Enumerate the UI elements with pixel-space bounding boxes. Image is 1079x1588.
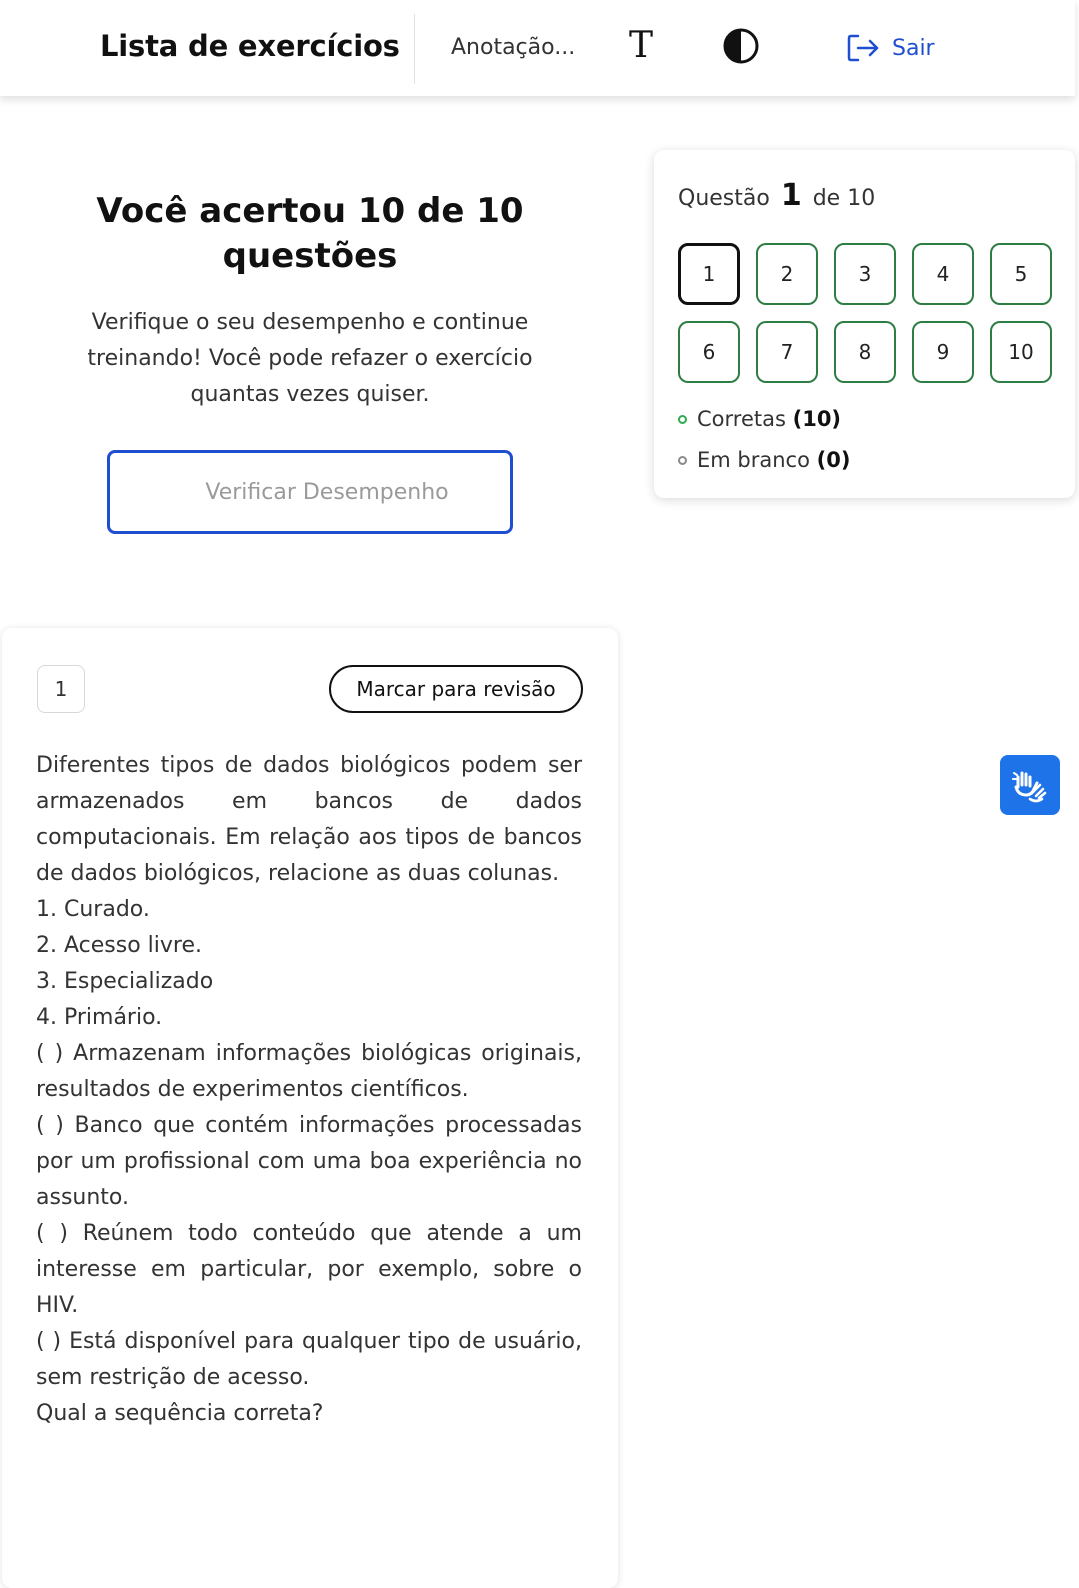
question-button-3[interactable]: 3 (834, 243, 896, 305)
question-card (2, 628, 618, 1588)
question-button-9[interactable]: 9 (912, 321, 974, 383)
question-paragraph: Diferentes tipos de dados biológicos podem ser armazenados em bancos de dados computacionais. Em relação aos tipos de bancos de dados biológicos, relacione as duas colunas. (36, 753, 582, 886)
question-number-badge: 1 (37, 665, 85, 713)
question-paragraph: ( ) Armazenam informações biológicas originais, resultados de experimentos científicos. (36, 1041, 582, 1102)
sign-language-icon (1010, 765, 1050, 805)
question-button-6[interactable]: 6 (678, 321, 740, 383)
question-button-10[interactable]: 10 (990, 321, 1052, 383)
question-button-7[interactable]: 7 (756, 321, 818, 383)
question-paragraph: Qual a sequência correta? (36, 1401, 324, 1426)
app-title: Lista de exercícios (100, 29, 400, 63)
type-icon[interactable]: T (628, 25, 653, 66)
question-button-5[interactable]: 5 (990, 243, 1052, 305)
notes-button[interactable]: Anotação... (451, 35, 576, 60)
question-paragraph: ( ) Reúnem todo conteúdo que atende a um interesse em particular, por exemplo, sobre o HIV. (36, 1221, 582, 1318)
question-paragraph: 4. Primário. (36, 1005, 163, 1030)
logout-icon (846, 32, 880, 64)
question-button-8[interactable]: 8 (834, 321, 896, 383)
legend-blank-count: (0) (816, 448, 851, 472)
navigator-heading-suffix: de 10 (812, 186, 876, 211)
legend-correct (678, 407, 841, 431)
verify-performance-button[interactable]: Verificar Desempenho (107, 450, 513, 534)
question-button-1[interactable]: 1 (678, 243, 740, 305)
question-paragraph: 3. Especializado (36, 969, 214, 994)
logout-button[interactable] (846, 30, 935, 66)
legend-blank (678, 448, 850, 472)
result-title: Você acertou 10 de 10 questões (96, 191, 524, 276)
header-divider (414, 14, 415, 84)
legend-correct-label: Corretas (697, 407, 786, 431)
navigator-heading (678, 178, 875, 213)
question-navigator (654, 150, 1075, 498)
legend-blank-label: Em branco (697, 448, 810, 472)
sign-language-button[interactable] (1000, 755, 1060, 815)
header (0, 0, 1075, 96)
question-grid (678, 243, 1054, 383)
question-paragraph: 1. Curado. (36, 897, 150, 922)
navigator-heading-prefix: Questão (678, 186, 770, 211)
correct-dot-icon (678, 415, 687, 424)
question-button-4[interactable]: 4 (912, 243, 974, 305)
mark-for-review-button[interactable]: Marcar para revisão (329, 665, 583, 713)
question-button-2[interactable]: 2 (756, 243, 818, 305)
contrast-icon[interactable] (722, 27, 760, 65)
logout-label: Sair (892, 35, 935, 61)
blank-dot-icon (678, 456, 687, 465)
current-question-number: 1 (780, 178, 802, 213)
question-paragraph: 2. Acesso livre. (36, 933, 202, 958)
question-paragraph: ( ) Está disponível para qualquer tipo de usuário, sem restrição de acesso. (36, 1329, 582, 1390)
result-description: Verifique o seu desempenho e continue treinando! Você pode refazer o exercício quantas vezes quiser. (87, 310, 533, 407)
legend-correct-count: (10) (792, 407, 842, 431)
question-text (36, 748, 582, 1432)
question-paragraph: ( ) Banco que contém informações processadas por um profissional com uma boa experiência no assunto. (36, 1113, 582, 1210)
